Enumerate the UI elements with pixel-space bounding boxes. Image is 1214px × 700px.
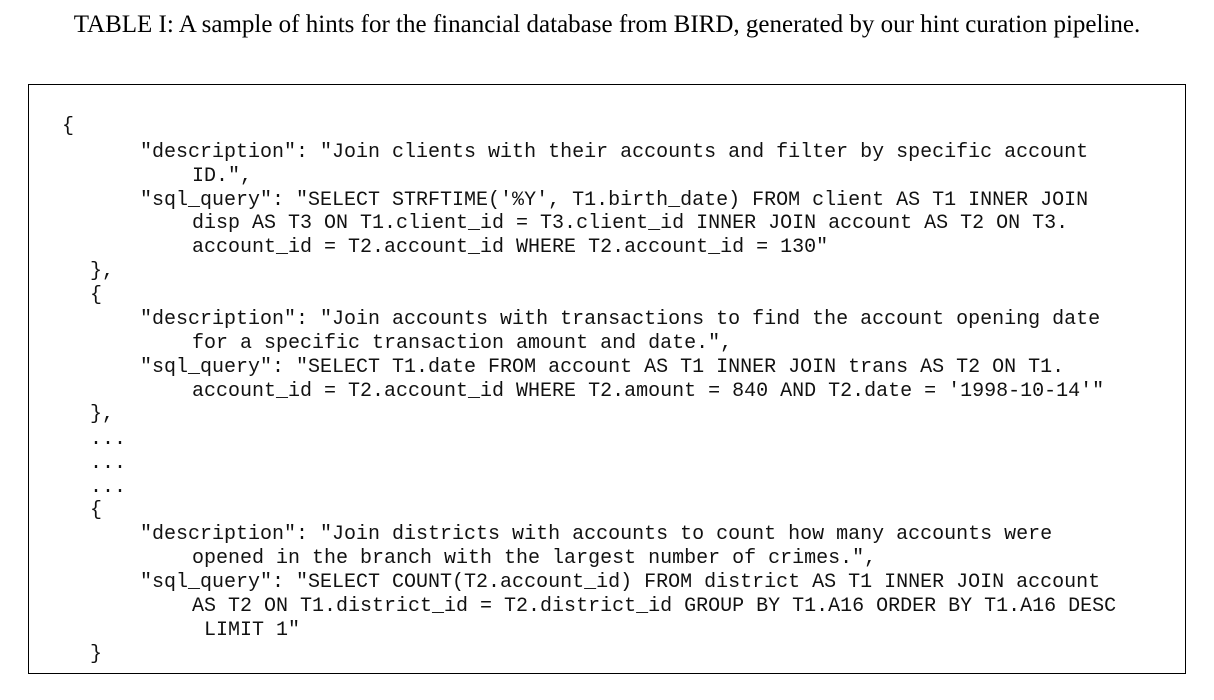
code-line: }: [90, 643, 103, 666]
code-line: ...: [90, 428, 127, 451]
code-line: "sql_query": "SELECT T1.date FROM account AS T1 INNER JOIN trans AS T2 ON T1.: [140, 356, 1065, 379]
code-line: for a specific transaction amount and date.",: [192, 332, 733, 355]
code-line: },: [90, 403, 115, 426]
code-line: disp AS T3 ON T1.client_id = T3.client_id INNER JOIN account AS T2 ON T3.: [192, 212, 1069, 235]
code-line: account_id = T2.account_id WHERE T2.amount = 840 AND T2.date = '1998-10-14'": [192, 380, 1105, 403]
code-line: "sql_query": "SELECT COUNT(T2.account_id) FROM district AS T1 INNER JOIN account: [140, 571, 1101, 594]
code-line: ID.",: [192, 165, 253, 188]
table-caption: TABLE I: A sample of hints for the financial database from BIRD, generated by our hint curation pipeline.: [73, 11, 1141, 38]
code-line: AS T2 ON T1.district_id = T2.district_id GROUP BY T1.A16 ORDER BY T1.A16 DESC: [192, 595, 1117, 618]
code-line: {: [90, 499, 103, 522]
code-listing-box: [28, 84, 1186, 674]
code-line: "sql_query": "SELECT STRFTIME('%Y', T1.birth_date) FROM client AS T1 INNER JOIN: [140, 189, 1089, 212]
code-line: LIMIT 1": [204, 619, 301, 642]
code-line: "description": "Join districts with accounts to count how many accounts were: [140, 523, 1053, 546]
code-line: "description": "Join accounts with transactions to find the account opening date: [140, 308, 1101, 331]
code-line: account_id = T2.account_id WHERE T2.account_id = 130": [192, 236, 829, 259]
code-line: "description": "Join clients with their accounts and filter by specific account: [140, 141, 1089, 164]
code-line: opened in the branch with the largest number of crimes.",: [192, 547, 877, 570]
code-line: {: [62, 115, 75, 138]
code-line: {: [90, 284, 103, 307]
code-line: },: [90, 260, 115, 283]
code-line: ...: [90, 452, 127, 475]
code-line: ...: [90, 476, 127, 499]
